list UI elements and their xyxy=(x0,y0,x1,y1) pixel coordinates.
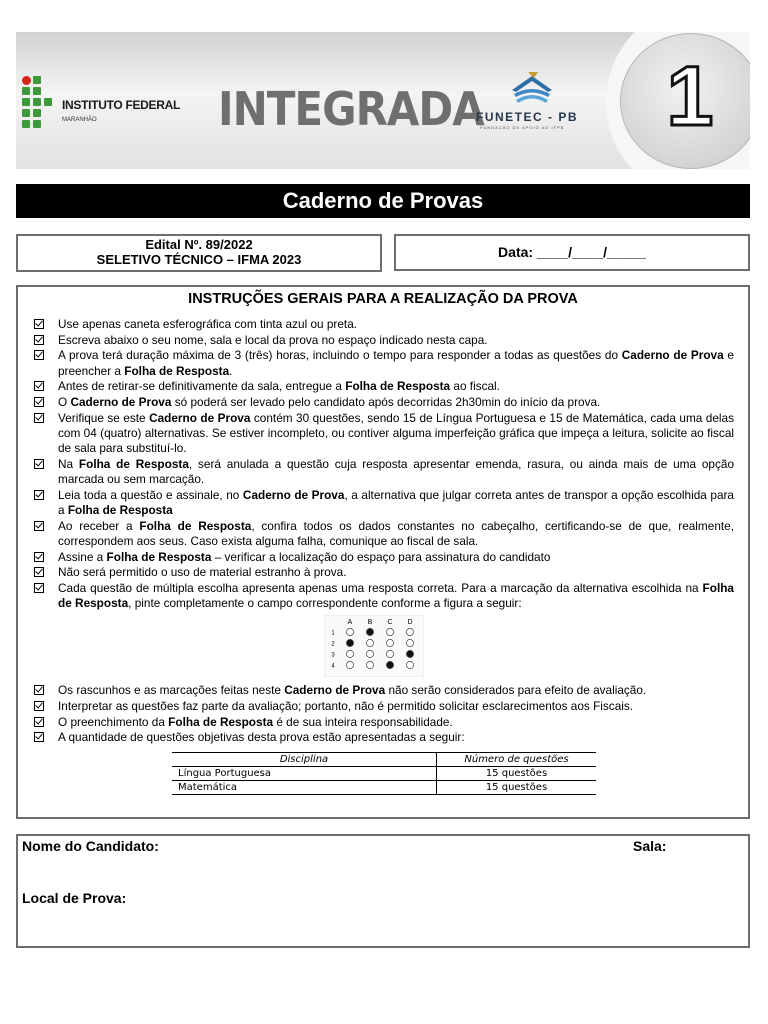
table-cell: 15 questões xyxy=(437,781,597,795)
instruction-item xyxy=(34,715,734,730)
checkbox-checked-icon xyxy=(34,381,44,391)
table-cell: 15 questões xyxy=(437,767,597,781)
checkbox-checked-icon xyxy=(34,397,44,407)
row-label: 3 xyxy=(331,652,335,659)
checkbox-checked-icon xyxy=(34,521,44,531)
instruction-item xyxy=(34,699,734,714)
header-banner xyxy=(16,32,750,169)
answer-figure-item xyxy=(34,615,734,677)
funetec-logo-icon xyxy=(508,70,556,110)
empty-bubble xyxy=(406,662,413,669)
checkbox-checked-icon xyxy=(34,685,44,695)
table-cell: Língua Portuguesa xyxy=(172,767,437,781)
instruction-text: A prova terá duração máxima de 3 (três) horas, incluindo o tempo para responder a todas as questões do Caderno de Prova e preencher a Folha de Resposta. xyxy=(58,348,734,378)
checkbox-checked-icon xyxy=(34,350,44,360)
instruction-item xyxy=(34,488,734,518)
row-label: 4 xyxy=(331,663,335,670)
instructions-list xyxy=(34,317,734,746)
instruction-item xyxy=(34,683,734,698)
instruction-item xyxy=(34,581,734,611)
instruction-text: Interpretar as questões faz parte da avaliação; portanto, não é permitido solicitar esclarecimentos aos Fiscais. xyxy=(58,699,634,714)
instruction-item xyxy=(34,317,734,332)
instruction-item xyxy=(34,348,734,378)
date-field: Data: ____/____/_____ xyxy=(394,234,750,271)
table-header-cell: Número de questões xyxy=(437,753,597,767)
edital-box xyxy=(16,234,382,272)
instruction-item xyxy=(34,550,734,565)
instruction-item xyxy=(34,395,734,410)
filled-bubble xyxy=(386,662,393,669)
program-title: INTEGRADA xyxy=(218,82,484,136)
empty-bubble xyxy=(346,629,353,636)
checkbox-checked-icon xyxy=(34,459,44,469)
page-title: Caderno de Provas xyxy=(16,184,750,218)
checkbox-checked-icon xyxy=(34,732,44,742)
checkbox-checked-icon xyxy=(34,717,44,727)
instruction-item xyxy=(34,333,734,348)
table-cell: Matemática xyxy=(172,781,437,795)
instruction-item xyxy=(34,411,734,457)
empty-bubble xyxy=(366,651,373,658)
table-row xyxy=(172,767,596,781)
instruction-text: Antes de retirar-se definitivamente da sala, entregue a Folha de Resposta ao fiscal. xyxy=(58,379,500,394)
instruction-item xyxy=(34,519,734,549)
instruction-item xyxy=(34,457,734,487)
instruction-text: Assine a Folha de Resposta – verificar a localização do espaço para assinatura do candidato xyxy=(58,549,551,564)
instructions-box xyxy=(16,285,750,819)
edital-line1: Edital Nº. 89/2022 xyxy=(145,237,253,252)
instruction-text: Ao receber a Folha de Resposta, confira todos os dados constantes no cabeçalho, certificando-se de que, realmente, correspondem aos seus. Caso exista alguma falha, comunique ao fiscal de sala. xyxy=(58,518,734,548)
empty-bubble xyxy=(366,640,373,647)
checkbox-checked-icon xyxy=(34,552,44,562)
column-label: D xyxy=(407,619,413,627)
checkbox-checked-icon xyxy=(34,567,44,577)
instruction-text: O preenchimento da Folha de Resposta é de sua inteira responsabilidade. xyxy=(58,714,453,729)
instruction-text: A quantidade de questões objetivas desta prova estão apresentadas a seguir: xyxy=(58,730,465,745)
booklet-number: 1 xyxy=(666,49,714,143)
checkbox-checked-icon xyxy=(34,413,44,423)
empty-bubble xyxy=(386,640,393,647)
institution-sub: MARANHÃO xyxy=(62,117,97,123)
column-label: A xyxy=(347,619,353,627)
row-label: 1 xyxy=(331,630,335,637)
filled-bubble xyxy=(366,629,373,636)
filled-bubble xyxy=(406,651,413,658)
filled-bubble xyxy=(346,640,353,647)
instruction-item xyxy=(34,379,734,394)
checkbox-checked-icon xyxy=(34,319,44,329)
instructions-title: INSTRUÇÕES GERAIS PARA A REALIZAÇÃO DA PROVA xyxy=(188,291,578,307)
empty-bubble xyxy=(346,662,353,669)
instruction-text: Na Folha de Resposta, será anulada a questão cuja resposta apresentar emenda, rasura, ou ainda mais de uma opção marcada ou sem marcação. xyxy=(58,456,734,487)
empty-bubble xyxy=(406,640,413,647)
candidate-room-label: Sala: xyxy=(633,838,667,854)
instruction-text: O Caderno de Prova só poderá ser levado pelo candidato após decorridas 2h30min do início da prova. xyxy=(58,395,601,410)
empty-bubble xyxy=(346,651,353,658)
row-label: 2 xyxy=(331,641,335,648)
answer-sheet-example xyxy=(324,615,424,677)
instruction-item xyxy=(34,565,734,580)
table-header-row xyxy=(172,753,596,767)
column-label: C xyxy=(387,619,393,627)
questions-table xyxy=(172,752,596,795)
instruction-text: Os rascunhos e as marcações feitas neste Caderno de Prova não serão considerados para efeito de avaliação. xyxy=(58,683,647,698)
instruction-item xyxy=(34,730,734,745)
instruction-text: Verifique se este Caderno de Prova contém 30 questões, sendo 15 de Língua Portuguesa e 15 de Matemática, cada uma delas com 04 (quatro) alternativas. Se estiver incompleto, ou contiver alguma imperfeição gráfica que impeça a leitura, solicite ao fiscal de sala para substituí-lo. xyxy=(58,410,734,456)
instruction-text: Leia toda a questão e assinale, no Caderno de Prova, a alternativa que julgar correta antes de transpor a opção escolhida para a Folha de Resposta xyxy=(58,487,734,517)
checkbox-checked-icon xyxy=(34,335,44,345)
instruction-text: Escreva abaixo o seu nome, sala e local da prova no espaço indicado nesta capa. xyxy=(58,332,488,347)
instruction-text: Não será permitido o uso de material estranho à prova. xyxy=(58,565,347,580)
empty-bubble xyxy=(386,651,393,658)
candidate-name-label: Nome do Candidato: xyxy=(22,838,159,854)
if-logo-icon xyxy=(20,76,48,126)
empty-bubble xyxy=(366,662,373,669)
candidate-box xyxy=(16,834,750,948)
checkbox-checked-icon xyxy=(34,583,44,593)
empty-bubble xyxy=(406,629,413,636)
institution-name: INSTITUTO FEDERAL xyxy=(62,98,181,112)
checkbox-checked-icon xyxy=(34,701,44,711)
empty-bubble xyxy=(386,629,393,636)
candidate-location-label: Local de Prova: xyxy=(22,890,127,906)
instruction-text: Cada questão de múltipla escolha apresenta apenas uma resposta correta. Para a marcação da alternativa escolhida na Folha de Resposta, pinte completamente o campo correspondente conforme a figura a seguir: xyxy=(58,580,734,611)
table-header-cell: Disciplina xyxy=(172,753,437,767)
partner-name: FUNETEC - PB xyxy=(476,110,578,124)
checkbox-checked-icon xyxy=(34,490,44,500)
instruction-text: Use apenas caneta esferográfica com tinta azul ou preta. xyxy=(58,317,358,331)
partner-sub: FUNDAÇÃO DE APOIO AO IFPB xyxy=(480,125,565,130)
edital-line2: SELETIVO TÉCNICO – IFMA 2023 xyxy=(96,252,302,267)
column-label: B xyxy=(367,619,373,627)
table-row xyxy=(172,781,596,795)
